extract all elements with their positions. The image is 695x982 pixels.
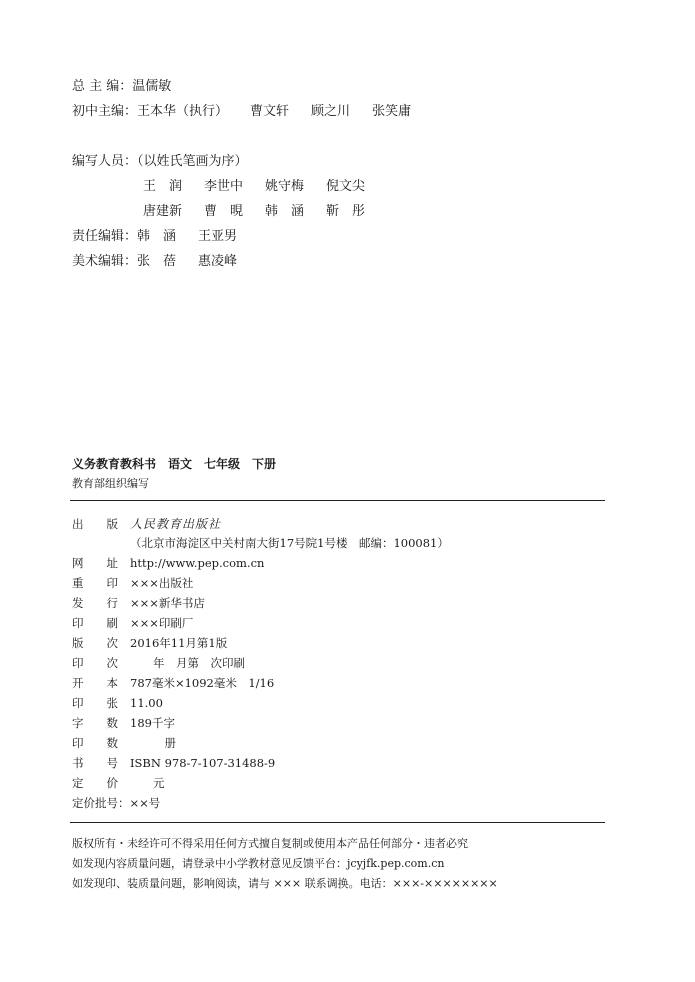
art-editor-name: 惠凌峰	[198, 254, 238, 269]
info-label: 字 数	[72, 716, 118, 730]
info-row-price	[72, 775, 165, 791]
info-value: ISBN 978-7-107-31488-9	[130, 756, 276, 770]
writer-name: 李世中	[204, 179, 244, 194]
divider-bottom	[70, 822, 605, 823]
info-row-format	[72, 675, 274, 691]
junior-editor-name: 曹文轩	[250, 104, 290, 119]
price-approval	[72, 795, 160, 811]
info-value: 元	[130, 776, 165, 790]
chief-editor-label: 总 主 编：	[72, 79, 133, 94]
info-label: 定 价	[72, 776, 118, 790]
book-title: 义务教育教科书 语文 七年级 下册	[72, 457, 277, 471]
info-row-reprint	[72, 575, 193, 591]
info-label: 印 张	[72, 696, 118, 710]
info-row-printer	[72, 615, 193, 631]
info-label: 印 次	[72, 656, 118, 670]
writer-name: 王 润	[143, 179, 183, 194]
responsible-editor-name: 韩 涵	[137, 229, 177, 244]
info-label: 印 数	[72, 736, 118, 750]
info-row-wordcount	[72, 715, 175, 731]
junior-editor-line	[72, 100, 433, 119]
publisher-label: 出 版	[72, 517, 118, 531]
writers-note: （以姓氏笔画为序）	[137, 154, 248, 169]
writer-name: 韩 涵	[265, 204, 305, 219]
art-editor-line	[72, 250, 259, 269]
info-label: 网 址	[72, 556, 118, 570]
writers-row-1	[143, 175, 387, 194]
writers-row-2	[143, 200, 387, 219]
info-row-copies	[72, 735, 176, 751]
info-value: http://www.pep.com.cn	[130, 556, 265, 570]
info-row-edition	[72, 635, 227, 651]
info-value: 11.00	[130, 696, 163, 710]
junior-editor-name: 王本华（执行）	[137, 104, 229, 119]
writer-name: 靳 彤	[326, 204, 366, 219]
writers-label: 编写人员：	[72, 154, 138, 169]
writer-name: 姚守梅	[265, 179, 305, 194]
info-label: 版 次	[72, 636, 118, 650]
chief-editor-line	[72, 75, 171, 94]
divider-top	[70, 500, 605, 501]
info-value: 册	[130, 736, 176, 750]
info-value: 2016年11月第1版	[130, 636, 228, 650]
writer-name: 唐建新	[143, 204, 183, 219]
chief-editor-name: 温儒敏	[132, 79, 172, 94]
responsible-editor-line	[72, 225, 259, 244]
info-value: 189千字	[130, 716, 175, 730]
junior-editor-name: 张笑庸	[372, 104, 412, 119]
info-value: 年 月第 次印刷	[130, 656, 245, 670]
info-row-printing	[72, 655, 245, 671]
feedback-notice: 如发现内容质量问题，请登录中小学教材意见反馈平台：jcyjfk.pep.com.cn	[72, 857, 445, 870]
info-label: 重 印	[72, 576, 118, 590]
art-editor-name: 张 蓓	[137, 254, 177, 269]
address-row	[130, 535, 449, 551]
info-label: 发 行	[72, 596, 118, 610]
info-value: ×××出版社	[130, 576, 194, 590]
writer-name: 曹 晛	[204, 204, 244, 219]
publisher-row	[72, 515, 221, 532]
publisher-address: （北京市海淀区中关村南大街17号院1号楼 邮编：100081）	[130, 536, 449, 550]
compiler: 教育部组织编写	[72, 477, 149, 490]
info-label: 书 号	[72, 756, 118, 770]
info-row-sheets	[72, 695, 163, 711]
junior-editor-name: 顾之川	[311, 104, 351, 119]
responsible-editor-label: 责任编辑：	[72, 229, 138, 244]
info-row-isbn	[72, 755, 275, 771]
publisher-seal: 人民教育出版社	[130, 517, 222, 531]
print-quality-notice: 如发现印、装质量问题，影响阅读，请与 ××× 联系调换。电话：×××-××××××××	[72, 877, 498, 890]
junior-editor-label: 初中主编：	[72, 104, 138, 119]
info-label: 开 本	[72, 676, 118, 690]
info-row-distribution	[72, 595, 205, 611]
art-editor-label: 美术编辑：	[72, 254, 138, 269]
writers-line	[72, 150, 248, 169]
info-value: ×××新华书店	[130, 596, 205, 610]
info-value: 787毫米×1092毫米 1/16	[130, 676, 275, 690]
copyright-notice: 版权所有・未经许可不得采用任何方式擅自复制或使用本产品任何部分・违者必究	[72, 837, 468, 850]
info-value: ×××印刷厂	[130, 616, 194, 630]
responsible-editor-name: 王亚男	[198, 229, 238, 244]
writer-name: 倪文尖	[326, 179, 366, 194]
info-label: 印 刷	[72, 616, 118, 630]
info-row-website	[72, 555, 264, 571]
price-approval-text: 定价批号：××号	[72, 796, 161, 810]
